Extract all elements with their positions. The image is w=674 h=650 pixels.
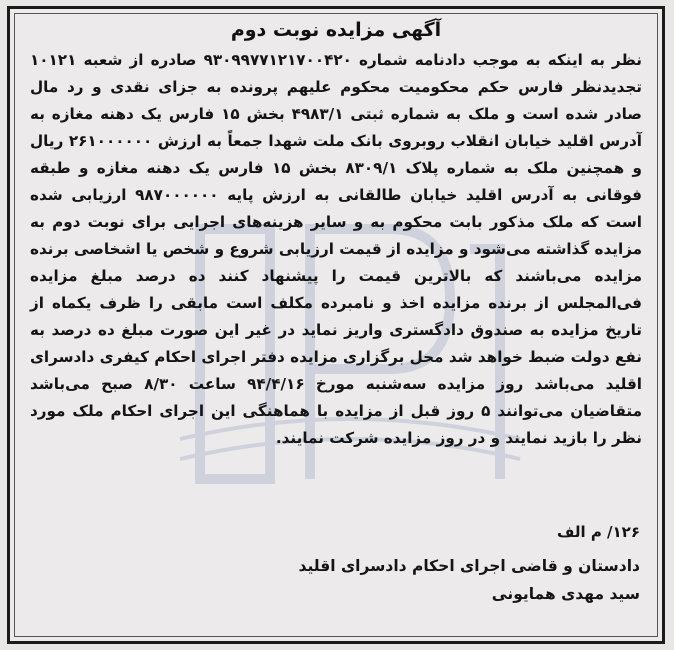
notice-frame bbox=[7, 6, 665, 644]
notice-body: نظر به اینکه به موجب دادنامه شماره ۹۳۰۹۹۷۷۱۲۱۷۰۰۴۲۰ صادره از شعبه ۱۰۱۲۱ تجدیدنظر فارس حکم محکومیت محکوم علیهم پرونده به جزای نقدی و رد مال صادر شده است و ملک به شماره ثبتی ۴۹۸۳/۱ بخش ۱۵ فارس یک دهنه مغازه به آدرس اقلید خیابان انقلاب روبروی بانک ملت شهدا جمعاً به ارزش ۲۶۱۰۰۰۰۰۰ ریال و همچنین ملک به شماره پلاک ۸۳۰۹/۱ بخش ۱۵ فارس یک دهنه مغازه و طبقه فوقانی به آدرس اقلید خیابان طالقانی به ارزش پایه ۹۸۷۰۰۰۰۰۰ ارزیابی شده است که ملک مذکور بابت محکوم به و سایر هزینه‌های اجرایی برای نوبت دوم به مزایده گذاشته می‌شود و مزایده از قیمت ارزیابی شروع و شخص یا اشخاصی برنده مزایده می‌باشند که بالاترین قیمت را پیشنهاد کنند ده درصد مبلغ مزایده فی‌المجلس از برنده مزایده اخذ و نامبرده مکلف است مابقی را ظرف یکماه از تاریخ مزایده به صندوق دادگستری واریز نماید در غیر این صورت مبلغ ده درصد به نفع دولت ضبط خواهد شد محل برگزاری مزایده دفتر اجرای احکام کیفری دادسرای اقلید می‌باشد روز مزایده سه‌شنبه مورخ ۹۴/۴/۱۶ ساعت ۸/۳۰ صبح می‌باشد متقاضیان می‌توانند ۵ روز قبل از مزایده با هماهنگی این اجرای احکام ملک مورد نظر را بازید نمایند و در روز مزایده شرکت نمایند. bbox=[30, 51, 643, 447]
notice-reference: ۱۲۶/ م الف bbox=[556, 523, 640, 541]
notice-title: آگهی مزایده نوبت دوم bbox=[230, 19, 442, 41]
signature-name: سید مهدی همایونی bbox=[491, 585, 640, 603]
signature-title: دادستان و قاضی اجرای احکام دادسرای اقلید bbox=[298, 557, 640, 575]
